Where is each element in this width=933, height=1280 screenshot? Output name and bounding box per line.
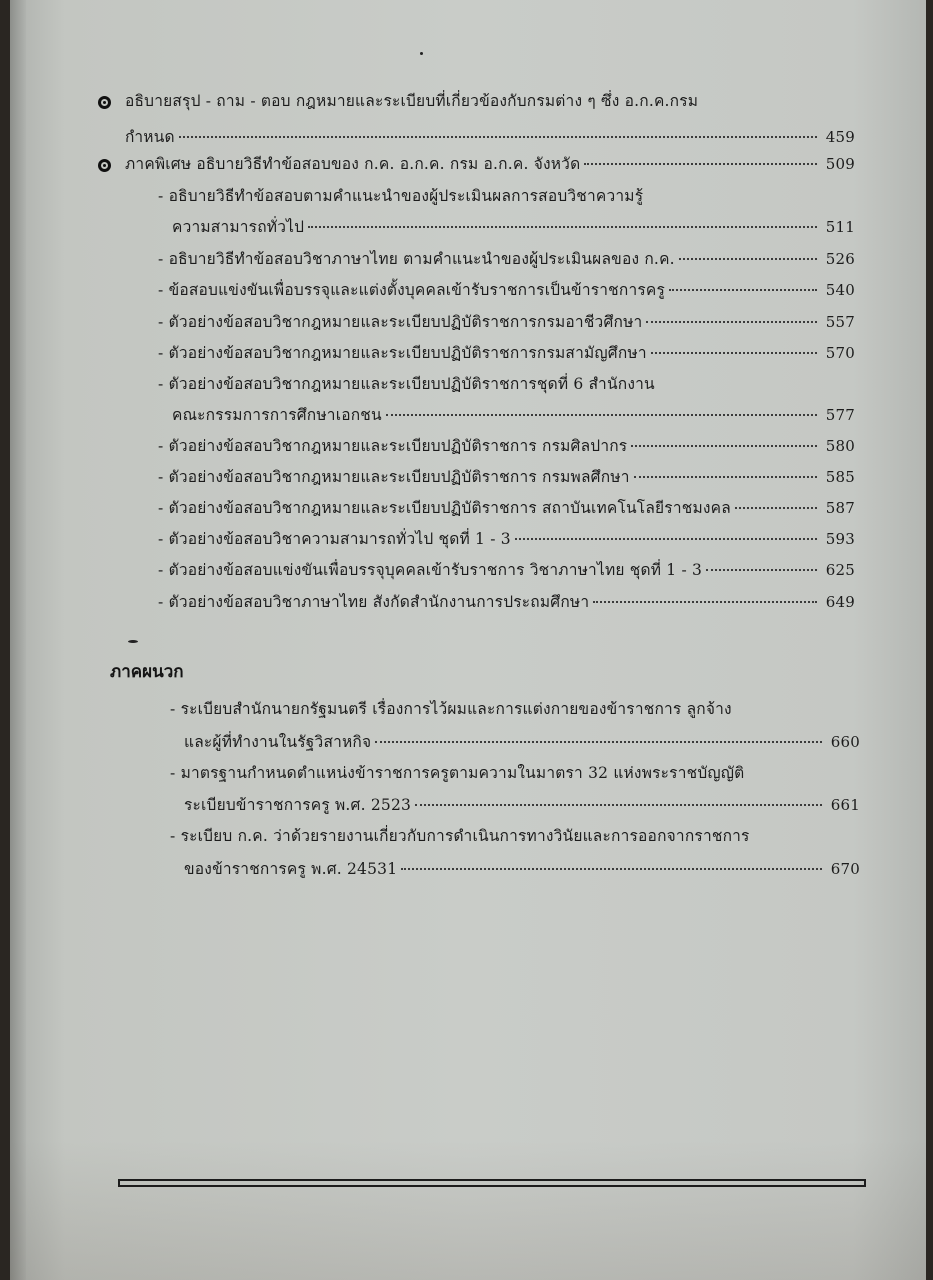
page-spine-shadow: [10, 0, 26, 1280]
toc-entry-title-cont: ความสามารถทั่วไป: [172, 218, 305, 236]
dot-leader: [669, 289, 817, 291]
toc-entry-title: - ระเบียบ ก.ค. ว่าด้วยรายงานเกี่ยวกับการดำเนินการทางวินัยและการออกจากราชการ: [170, 827, 750, 845]
toc-entry-line: [125, 151, 855, 176]
toc-page-number: 661: [830, 796, 860, 814]
toc-sub-entry: [158, 183, 643, 208]
dot-leader: [646, 321, 817, 323]
toc-sub-entry: [172, 402, 855, 427]
footer-rule: [118, 1179, 866, 1187]
appendix-entry: [184, 792, 860, 817]
toc-page-number: 540: [825, 281, 855, 299]
toc-page-number: 580: [825, 437, 855, 455]
toc-entry-title-cont: คณะกรรมการการศึกษาเอกชน: [172, 406, 382, 424]
toc-page-number: 587: [825, 499, 855, 517]
toc-entry-title: - ระเบียบสำนักนายกรัฐมนตรี เรื่องการไว้ผมและการแต่งกายของข้าราชการ ลูกจ้าง: [170, 700, 732, 718]
bullet-icon: [98, 159, 111, 172]
toc-entry-title: - อธิบายวิธีทำข้อสอบตามคำแนะนำของผู้ประเมินผลการสอบวิชาความรู้: [158, 187, 644, 205]
appendix-entry: [184, 856, 860, 881]
toc-page-number: 649: [825, 593, 855, 611]
dot-leader: [179, 136, 817, 138]
dot-leader: [375, 741, 822, 743]
toc-entry-title: - ตัวอย่างข้อสอบวิชากฎหมายและระเบียบปฏิบัติราชการ สถาบันเทคโนโลยีราชมงคล: [158, 499, 731, 517]
toc-entry-title: - ตัวอย่างข้อสอบวิชากฎหมายและระเบียบปฏิบัติราชการกรมอาชีวศึกษา: [158, 313, 643, 331]
toc-entry-title: - ตัวอย่างข้อสอบวิชากฎหมายและระเบียบปฏิบัติราชการ กรมศิลปากร: [158, 437, 628, 455]
toc-page-number: 459: [825, 128, 855, 146]
toc-entry-title: - ตัวอย่างข้อสอบวิชากฎหมายและระเบียบปฏิบัติราชการกรมสามัญศึกษา: [158, 344, 647, 362]
appendix-entry: [184, 729, 860, 754]
toc-page-number: 670: [830, 860, 860, 878]
toc-page-number: 577: [825, 406, 855, 424]
dot-leader: [386, 414, 817, 416]
toc-entry-title: - ข้อสอบแข่งขันเพื่อบรรจุและแต่งตั้งบุคคลเข้ารับราชการเป็นข้าราชการครู: [158, 281, 665, 299]
toc-sub-entry: [158, 371, 655, 396]
dot-leader: [651, 352, 817, 354]
ink-speck: [420, 52, 423, 55]
toc-entry-title: ภาคพิเศษ อธิบายวิธีทำข้อสอบของ ก.ค. อ.ก.ค. กรม อ.ก.ค. จังหวัด: [125, 155, 581, 173]
toc-page-number: 526: [825, 250, 855, 268]
appendix-entry: [170, 823, 750, 848]
toc-entry-title: - ตัวอย่างข้อสอบแข่งขันเพื่อบรรจุบุคคลเข้ารับราชการ วิชาภาษาไทย ชุดที่ 1 - 3: [158, 561, 703, 579]
dot-leader: [515, 538, 817, 540]
toc-sub-entry: [158, 340, 855, 365]
toc-entry-title: อธิบายสรุป - ถาม - ตอบ กฎหมายและระเบียบที่เกี่ยวข้องกับกรมต่าง ๆ ซึ่ง อ.ก.ค.กรม: [125, 92, 699, 110]
toc-entry-title: - ตัวอย่างข้อสอบวิชากฎหมายและระเบียบปฏิบัติราชการชุดที่ 6 สำนักงาน: [158, 375, 655, 393]
dot-leader: [584, 163, 817, 165]
toc-page-number: 625: [825, 561, 855, 579]
dot-leader: [415, 804, 822, 806]
toc-page-number: 509: [825, 155, 855, 173]
toc-entry-title: - ตัวอย่างข้อสอบวิชากฎหมายและระเบียบปฏิบัติราชการ กรมพลศึกษา: [158, 468, 630, 486]
toc-entry-title-cont: ระเบียบข้าราชการครู พ.ศ. 2523: [184, 796, 412, 814]
toc-sub-entry: [158, 309, 855, 334]
toc-sub-entry: [158, 526, 855, 551]
appendix-entry: [170, 760, 744, 785]
toc-sub-entry: [158, 433, 855, 458]
toc-page-number: 511: [825, 218, 855, 236]
dot-leader: [593, 601, 817, 603]
appendix-entry: [170, 696, 732, 721]
toc-page-number: 570: [825, 344, 855, 362]
toc-sub-entry: [158, 557, 855, 582]
toc-entry-title: - มาตรฐานกำหนดตำแหน่งข้าราชการครูตามความในมาตรา 32 แห่งพระราชบัญญัติ: [170, 764, 745, 782]
dot-leader: [706, 569, 817, 571]
toc-page-number: 557: [825, 313, 855, 331]
toc-entry-title: - อธิบายวิธีทำข้อสอบวิชาภาษาไทย ตามคำแนะนำของผู้ประเมินผลของ ก.ค.: [158, 250, 675, 268]
toc-entry-line: [125, 124, 855, 149]
toc-entry-title-cont: กำหนด: [125, 128, 175, 146]
toc-sub-entry: [172, 214, 855, 239]
dot-leader: [735, 507, 817, 509]
toc-sub-entry: [158, 464, 855, 489]
book-page: [10, 0, 926, 1280]
ink-speck: [128, 640, 138, 643]
toc-entry-title-cont: ของข้าราชการครู พ.ศ. 24531: [184, 860, 398, 878]
dot-leader: [679, 258, 817, 260]
toc-page-number: 585: [825, 468, 855, 486]
toc-entry-title: - ตัวอย่างข้อสอบวิชาภาษาไทย สังกัดสำนักงานการประถมศึกษา: [158, 593, 590, 611]
toc-entry-title: - ตัวอย่างข้อสอบวิชาความสามารถทั่วไป ชุดที่ 1 - 3: [158, 530, 511, 548]
bullet-icon: [98, 96, 111, 109]
dot-leader: [634, 476, 817, 478]
dot-leader: [401, 868, 822, 870]
toc-sub-entry: [158, 589, 855, 614]
toc-entry-line: [125, 88, 698, 113]
toc-sub-entry: [158, 495, 855, 520]
toc-page-number: 660: [830, 733, 860, 751]
appendix-heading: ภาคผนวก: [110, 662, 184, 682]
toc-entry-title-cont: และผู้ที่ทำงานในรัฐวิสาหกิจ: [184, 733, 372, 751]
toc-sub-entry: [158, 246, 855, 271]
dot-leader: [631, 445, 817, 447]
dot-leader: [308, 226, 817, 228]
toc-sub-entry: [158, 277, 855, 302]
toc-page-number: 593: [825, 530, 855, 548]
